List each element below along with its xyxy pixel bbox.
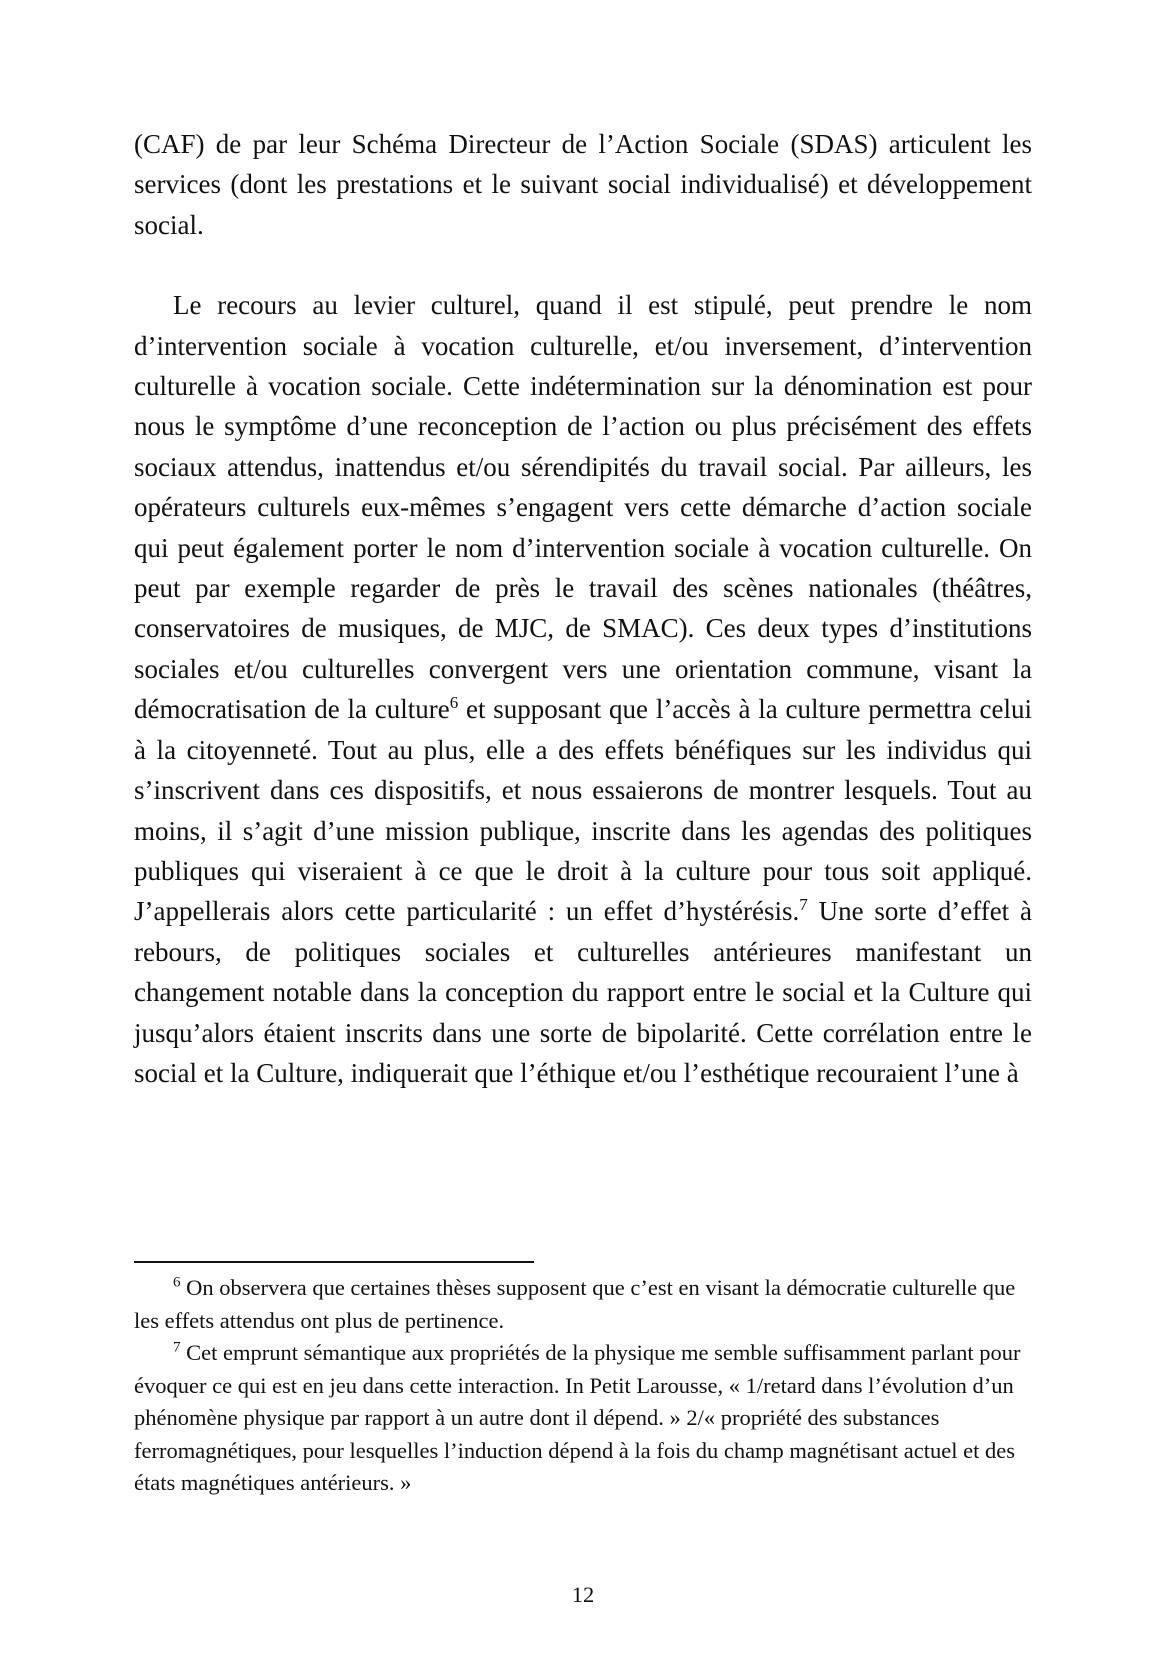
footnote-number-6: 6	[173, 1274, 181, 1291]
footnote-6-text: On observera que certaines thèses supposent que c’est en visant la démocratie culturelle que les effets attendus ont plus de pertinence.	[134, 1275, 1016, 1333]
footnote-6	[134, 1272, 1032, 1337]
footnotes	[134, 1272, 1032, 1500]
footnote-separator	[134, 1261, 534, 1263]
footnote-ref-6[interactable]: 6	[449, 693, 459, 713]
paragraph-2-part-1: Le recours au levier culturel, quand il est stipulé, peut prendre le nom d’intervention sociale à vocation culturelle, et/ou inversement, d’intervention culturelle à vocation sociale. Cette indétermination sur la dénomination est pour nous le symptôme d’une reconception de l’action ou plus précisément des effets sociaux attendus, inattendus et/ou sérendipités du travail social. Par ailleurs, les opérateurs culturels eux-mêmes s’engagent vers cette démarche d’action sociale qui peut également porter le nom d’intervention sociale à vocation culturelle. On peut par exemple regarder de près le travail des scènes nationales (théâtres, conservatoires de musiques, de MJC, de SMAC). Ces deux types d’institutions sociales et/ou culturelles convergent vers une orientation commune, visant la démocratisation de la culture	[134, 290, 1032, 725]
footnote-ref-7[interactable]: 7	[799, 895, 808, 915]
footnote-7-text: Cet emprunt sémantique aux propriétés de la physique me semble suffisamment parlant pour évoquer ce qui est en jeu dans cette interaction. In Petit Larousse, « 1/retard dans l’évolution d’un phénomène physique par rapport à un autre dont il dépend. » 2/« propriété des substances ferromagnétiques, pour lesquelles l’induction dépend à la fois du champ magnétisant actuel et des états magnétiques antérieurs. »	[134, 1340, 1021, 1495]
paragraph-1-text: (CAF) de par leur Schéma Directeur de l’Action Sociale (SDAS) articulent les services (dont les prestations et le suivant social individualisé) et développement social.	[134, 129, 1032, 240]
footnote-number-7: 7	[173, 1339, 181, 1356]
paragraph-2-part-2: et supposant que l’accès à la culture permettra celui à la citoyenneté. Tout au plus, elle a des effets bénéfiques sur les individus qui s’inscrivent dans ces dispositifs, et nous essaierons de montrer lesquels. Tout au moins, il s’agit d’une mission publique, inscrite dans les agendas des politiques publiques qui viseraient à ce que le droit à la culture pour tous soit appliqué. J’appellerais alors cette particularité : un effet d’hystérésis.	[134, 694, 1032, 927]
footnote-7	[134, 1337, 1032, 1500]
paragraph-2-part-3: Une sorte d’effet à rebours, de politiques sociales et culturelles antérieures manifestant un changement notable dans la conception du rapport entre le social et la Culture qui jusqu’alors étaient inscrits dans une sorte de bipolarité. Cette corrélation entre le social et la Culture, indiquerait que l’éthique et/ou l’esthétique recouraient l’une à	[134, 896, 1032, 1088]
page-number: 12	[571, 1582, 595, 1607]
paragraph-2	[134, 285, 1032, 1093]
paragraph-1	[134, 124, 1032, 245]
body-text	[134, 124, 1032, 1093]
